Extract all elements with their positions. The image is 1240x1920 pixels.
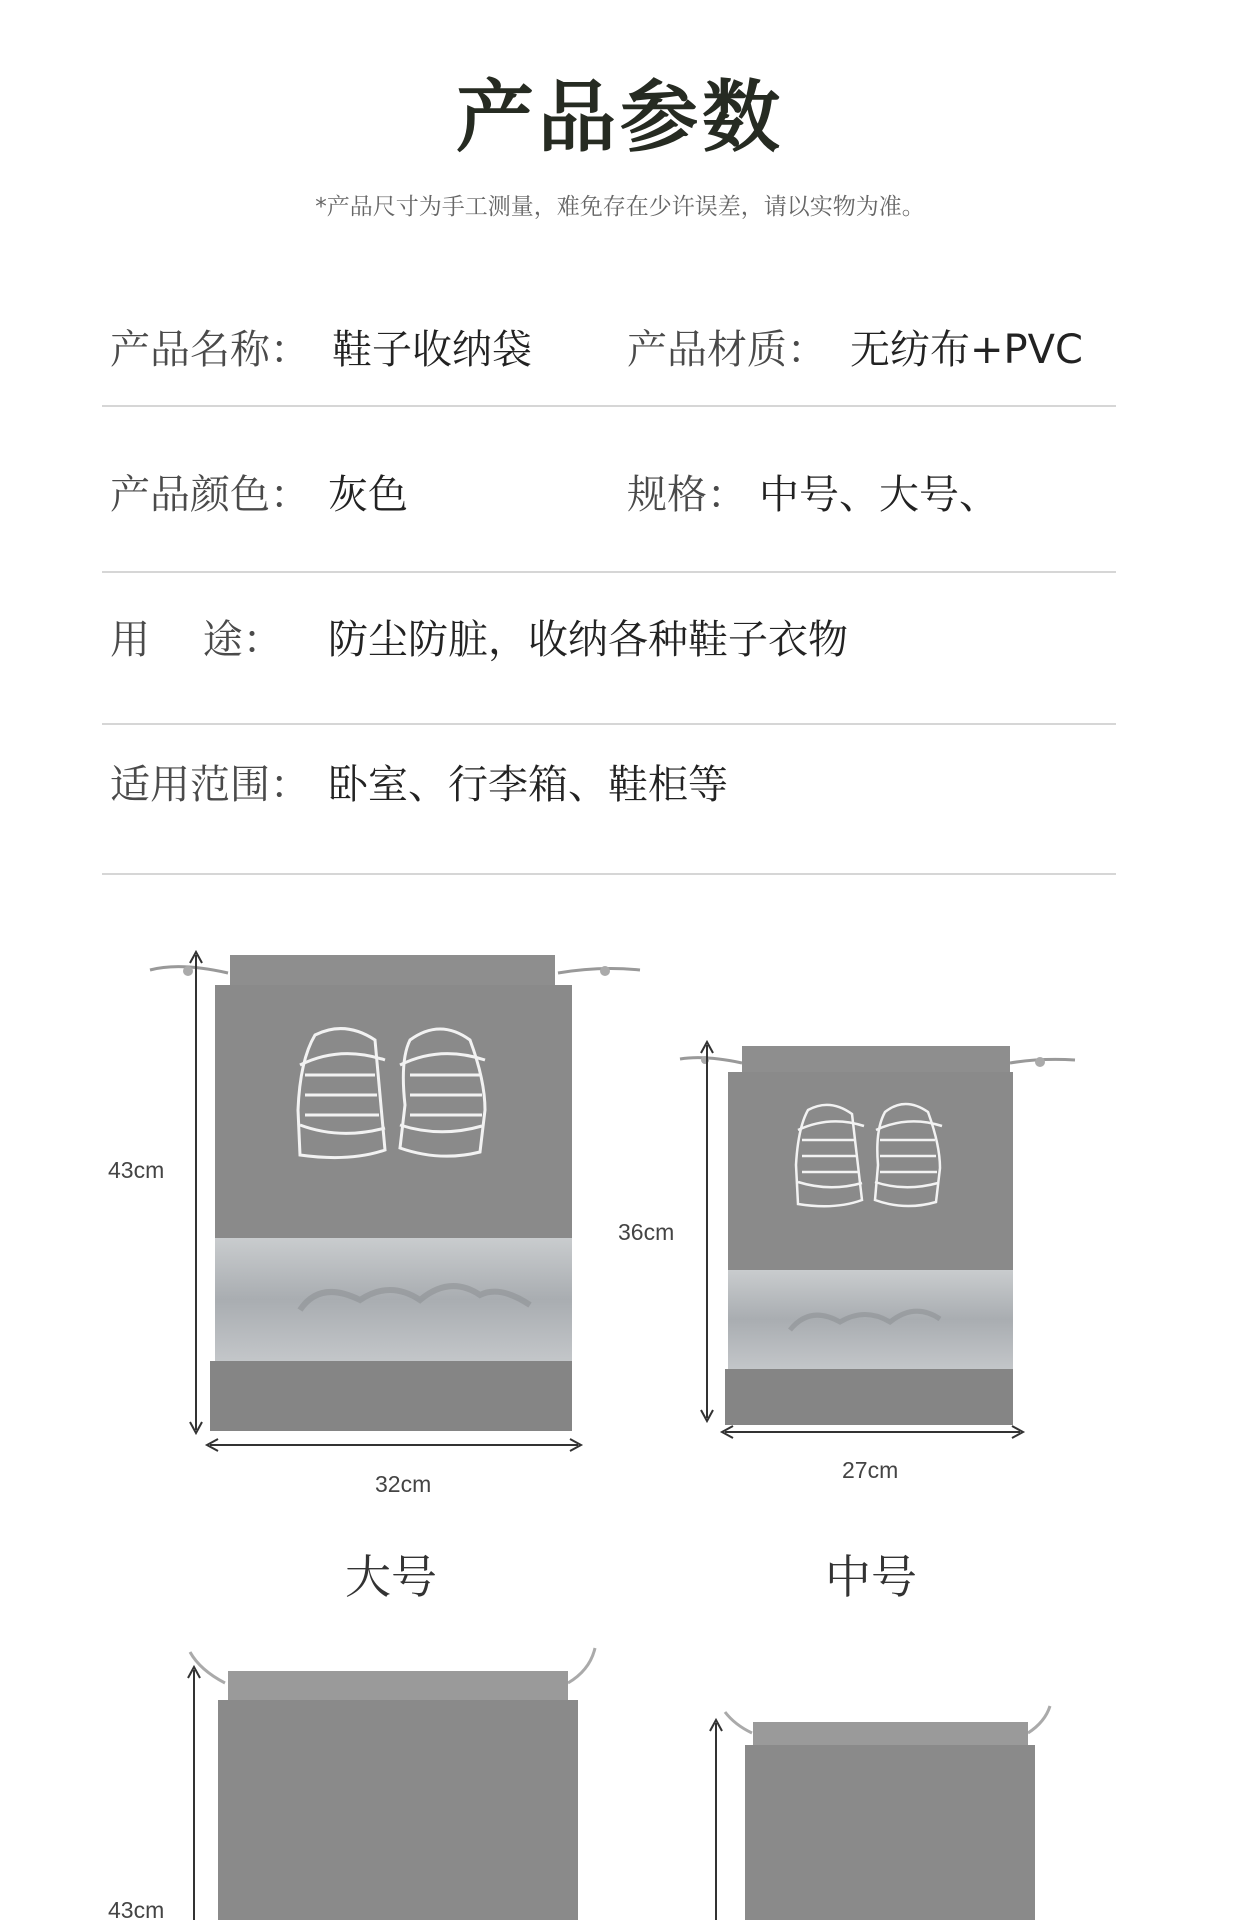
color-label: 产品颜色： bbox=[110, 472, 310, 518]
medium-size-label: 中号 bbox=[825, 1550, 917, 1604]
divider bbox=[102, 723, 1116, 725]
medium-height-label: 36cm bbox=[618, 1219, 675, 1245]
scope-label: 适用范围： bbox=[110, 762, 310, 808]
scope-value: 卧室、行李箱、鞋柜等 bbox=[328, 762, 728, 808]
size-illustration bbox=[0, 900, 1240, 1920]
param-row-scope bbox=[102, 760, 1116, 850]
large-width-label: 32cm bbox=[375, 1471, 432, 1497]
divider bbox=[102, 405, 1116, 407]
material-label: 产品材质： bbox=[627, 327, 827, 373]
param-row-use bbox=[102, 615, 1116, 705]
divider bbox=[102, 873, 1116, 875]
material-value: 无纺布+PVC bbox=[850, 327, 1083, 373]
large-height-label: 43cm bbox=[108, 1157, 165, 1183]
color-value: 灰色 bbox=[328, 472, 408, 518]
medium-bag-bottom-image bbox=[710, 1706, 1050, 1920]
measurement-note: *产品尺寸为手工测量，难免存在少许误差，请以实物为准。 bbox=[315, 194, 925, 220]
name-value: 鞋子收纳袋 bbox=[332, 327, 532, 373]
large-bag-bottom-image bbox=[188, 1648, 595, 1920]
large-size-label: 大号 bbox=[345, 1550, 437, 1604]
medium-width-label: 27cm bbox=[842, 1457, 899, 1483]
spec-value: 中号、大号、 bbox=[759, 472, 999, 518]
param-row-color-spec bbox=[102, 470, 1116, 560]
medium-bag-image bbox=[680, 1042, 1075, 1438]
spec-label: 规格： bbox=[627, 472, 747, 518]
use-label: 用 途： bbox=[110, 617, 283, 663]
large-bag-image bbox=[150, 952, 640, 1451]
divider bbox=[102, 571, 1116, 573]
param-row-name-material bbox=[102, 325, 1116, 415]
use-value: 防尘防脏，收纳各种鞋子衣物 bbox=[328, 617, 848, 663]
large-bottom-height-label: 43cm bbox=[108, 1897, 165, 1920]
page-title: 产品参数 bbox=[455, 73, 784, 163]
name-label: 产品名称： bbox=[110, 327, 310, 373]
